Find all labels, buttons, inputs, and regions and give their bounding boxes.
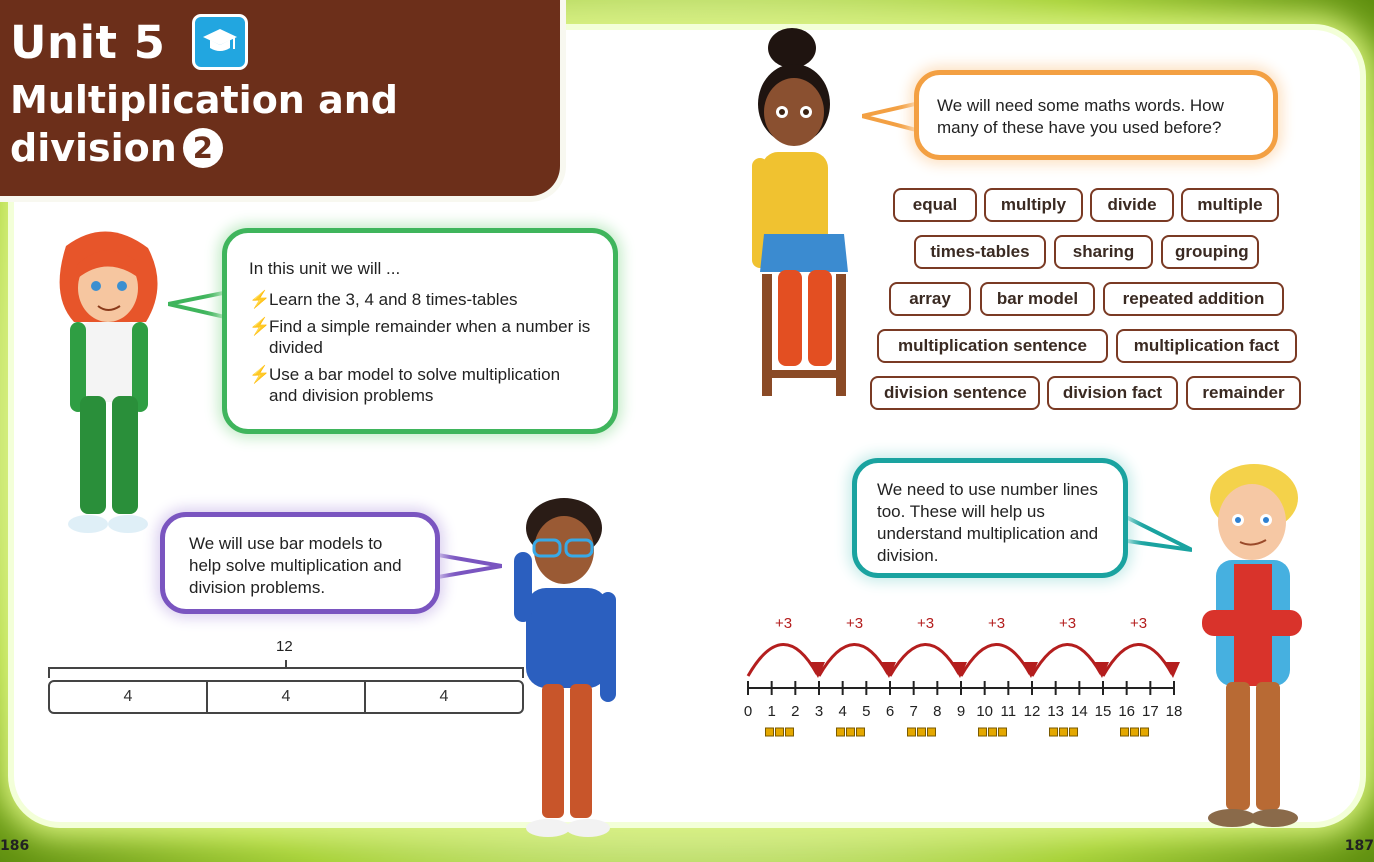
jump-label: +3: [987, 615, 1006, 632]
counter-cube: [766, 728, 774, 736]
number-line-tick-label: 4: [838, 703, 847, 720]
jump-arc: [961, 644, 1030, 676]
bar-model-brace: [48, 660, 524, 680]
jump-label: +3: [1058, 615, 1077, 632]
bar-part: 4: [206, 682, 364, 712]
counter-cube: [857, 728, 865, 736]
bar-part: 4: [123, 688, 133, 705]
lightning-icon: ⚡: [249, 365, 271, 384]
goal-text: Use a bar model to solve multiplication and division problems: [269, 365, 561, 405]
jump-label: +3: [1129, 615, 1148, 632]
number-line-tick-label: 7: [909, 703, 918, 720]
goal-item: [249, 316, 591, 358]
jump-label: +3: [916, 615, 935, 632]
unit-title-block: [0, 0, 560, 196]
word-chip-remainder: remainder: [1186, 376, 1301, 410]
unit-label: Unit 5: [10, 15, 166, 69]
number-line-tick-label: 8: [933, 703, 942, 720]
counter-cube: [979, 728, 987, 736]
jump-arc: [748, 644, 817, 676]
bar-model-speech: We will use bar models to help solve multiplication and division problems.: [189, 534, 402, 597]
maths-words-bubble: [914, 70, 1278, 160]
word-chip-division-fact: division fact: [1047, 376, 1178, 410]
counter-cube: [908, 728, 916, 736]
goal-item: [249, 289, 591, 310]
girl-red-hair-character: [36, 226, 176, 542]
number-line: [740, 606, 1188, 746]
counter-cube: [1121, 728, 1129, 736]
number-line-tick-label: 15: [1094, 703, 1112, 720]
word-chip-bar-model: bar model: [980, 282, 1095, 316]
counter-cube: [847, 728, 855, 736]
counter-cube: [776, 728, 784, 736]
counter-cube: [928, 728, 936, 736]
number-line-bubble: [852, 458, 1128, 578]
goal-text: Learn the 3, 4 and 8 times-tables: [269, 290, 518, 309]
boy-glasses-character: [508, 492, 624, 844]
page-number-left: 186: [0, 838, 30, 854]
number-line-tick-label: 18: [1165, 703, 1183, 720]
number-line-tick-label: 0: [743, 703, 753, 720]
goal-item: [249, 364, 591, 406]
counter-cube: [918, 728, 926, 736]
subtitle-line-2: division: [10, 126, 177, 170]
jump-arc: [819, 644, 888, 676]
word-chip-multiplication-fact: multiplication fact: [1116, 329, 1297, 363]
graduation-cap-icon: [192, 14, 248, 70]
number-line-speech: We need to use number lines too. These will help us understand multiplication and division.: [877, 480, 1099, 565]
lightning-icon: ⚡: [249, 290, 271, 309]
word-chip-repeated-addition: repeated addition: [1103, 282, 1284, 316]
unit-subtitle: [10, 76, 560, 172]
number-line-tick-label: 10: [976, 703, 994, 720]
word-chip-equal: equal: [893, 188, 977, 222]
word-chip-times-tables: times-tables: [914, 235, 1046, 269]
word-chip-division-sentence: division sentence: [870, 376, 1040, 410]
number-line-tick-label: 13: [1047, 703, 1065, 720]
bar-bubble-tail: [432, 550, 502, 580]
counter-cube: [1070, 728, 1078, 736]
maths-words-speech: We will need some maths words. How many of these have you used before?: [937, 96, 1224, 137]
blond-boy-character: [1196, 460, 1306, 844]
number-line-tick-label: 14: [1070, 703, 1088, 720]
counter-cube: [837, 728, 845, 736]
goals-intro: In this unit we will ...: [249, 259, 401, 278]
number-line-tick-label: 17: [1141, 703, 1159, 720]
counter-cube: [1050, 728, 1058, 736]
counter-cube: [1141, 728, 1149, 736]
bar-part: 4: [364, 682, 522, 712]
number-line-tick-label: 11: [1000, 703, 1017, 720]
number-line-tick-label: 12: [1023, 703, 1041, 720]
counter-cube: [1060, 728, 1068, 736]
counter-cube: [989, 728, 997, 736]
jump-arrowhead: [1164, 662, 1180, 678]
jump-label: +3: [845, 615, 864, 632]
bar-model: [48, 680, 524, 714]
word-chip-multiplication-sentence: multiplication sentence: [877, 329, 1108, 363]
lightning-icon: ⚡: [249, 317, 271, 336]
word-chip-divide: divide: [1090, 188, 1174, 222]
page-number-right: 187: [1344, 838, 1374, 854]
number-line-tick-label: 2: [791, 703, 800, 720]
unit-goals-bubble: [222, 228, 618, 434]
girl-on-stool-character: [748, 26, 860, 398]
word-chip-sharing: sharing: [1054, 235, 1153, 269]
numberline-bubble-tail: [1120, 510, 1192, 554]
jump-arc: [1032, 644, 1101, 676]
word-chip-array: array: [889, 282, 971, 316]
word-chip-multiple: multiple: [1181, 188, 1279, 222]
goal-text: Find a simple remainder when a number is divided: [269, 317, 591, 357]
part-number-badge: 2: [183, 128, 223, 168]
jump-arc: [1103, 644, 1172, 676]
counter-cube: [786, 728, 794, 736]
word-chip-multiply: multiply: [984, 188, 1083, 222]
counter-cube: [1131, 728, 1139, 736]
subtitle-line-1: Multiplication and: [10, 78, 398, 122]
number-line-tick-label: 5: [862, 703, 871, 720]
bar-model-total: 12: [276, 638, 293, 655]
number-line-tick-label: 16: [1118, 703, 1136, 720]
jump-label: +3: [774, 615, 793, 632]
number-line-tick-label: 9: [956, 703, 966, 720]
jump-arc: [890, 644, 959, 676]
counter-cube: [999, 728, 1007, 736]
word-chip-grouping: grouping: [1161, 235, 1259, 269]
number-line-tick-label: 6: [885, 703, 895, 720]
number-line-tick-label: 3: [814, 703, 824, 720]
number-line-tick-label: 1: [767, 703, 776, 720]
bar-model-bubble: [160, 512, 440, 614]
